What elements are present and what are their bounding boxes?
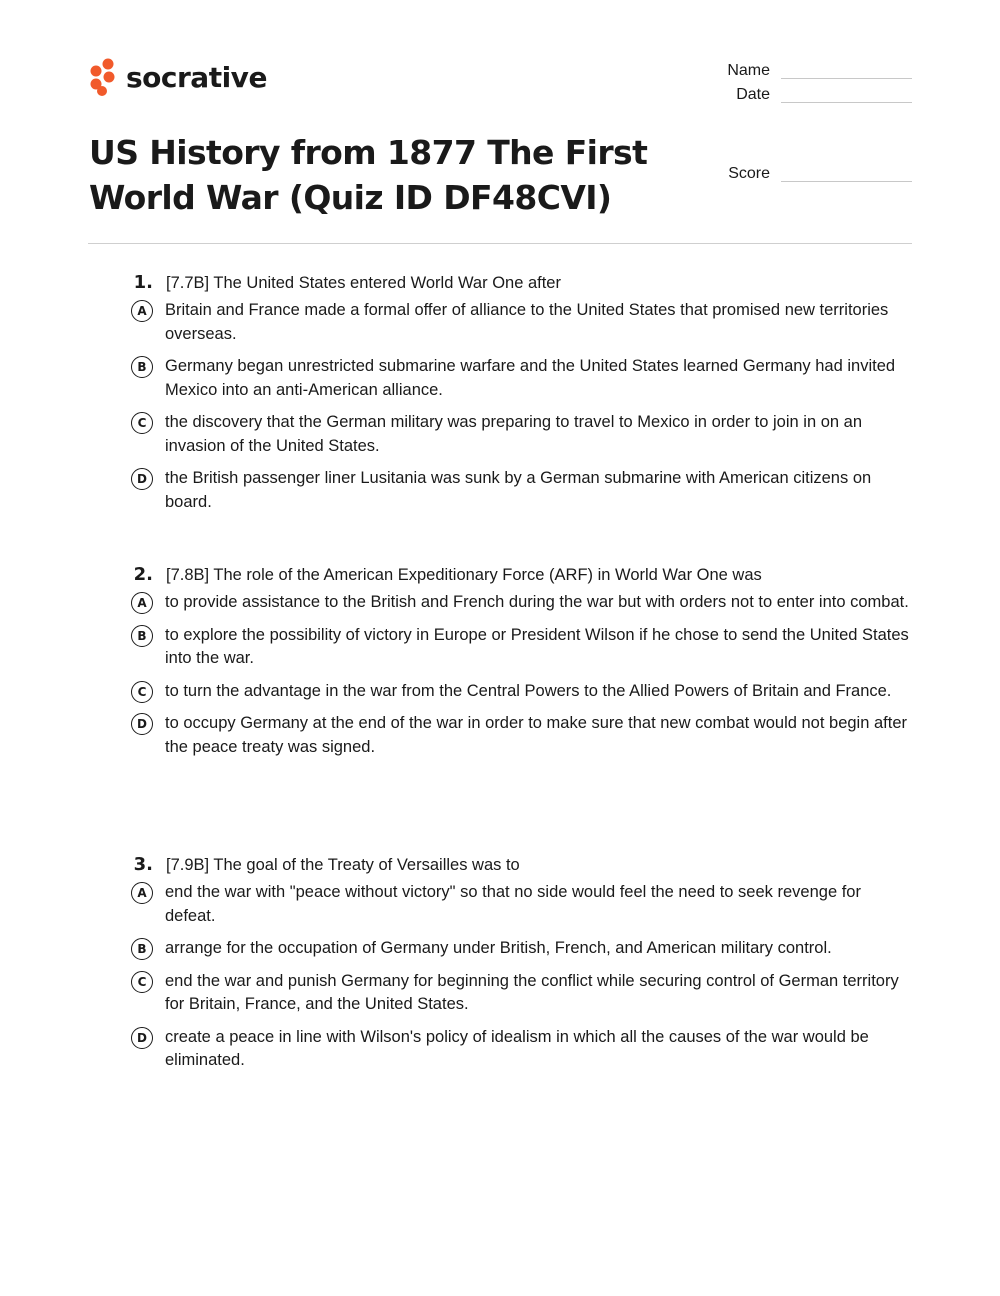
option-text: Germany began unrestricted submarine warfare and the United States learned Germany had invited Mexico into an anti-American alliance. xyxy=(165,357,896,399)
option-c-bubble[interactable]: C xyxy=(131,971,153,993)
question-number: 3. xyxy=(133,854,153,875)
quiz-title: US History from 1877 The First World War (Quiz ID DF48CVI) xyxy=(89,133,648,217)
option-a[interactable] xyxy=(100,592,912,615)
logo-wordmark: socrative xyxy=(126,60,267,94)
option-c-bubble[interactable]: C xyxy=(131,681,153,703)
option-text: to turn the advantage in the war from the Central Powers to the Allied Powers of Britain and France. xyxy=(165,681,892,700)
option-b-bubble[interactable]: B xyxy=(131,938,153,960)
option-a[interactable] xyxy=(100,882,912,928)
option-c-bubble[interactable]: C xyxy=(131,412,153,434)
question-number: 1. xyxy=(133,272,153,293)
option-a-bubble[interactable]: A xyxy=(131,882,153,904)
option-d[interactable] xyxy=(100,1027,912,1073)
option-b[interactable] xyxy=(100,625,912,671)
option-text: to provide assistance to the British and French during the war but with orders not to enter into combat. xyxy=(165,593,909,611)
question-header xyxy=(100,272,912,293)
question-header xyxy=(100,854,912,875)
question-1 xyxy=(100,272,912,524)
option-text: the discovery that the German military was preparing to travel to Mexico in order to join in on an invasion of the United States. xyxy=(165,413,862,455)
question-number: 2. xyxy=(133,564,153,585)
name-label: Name xyxy=(727,62,770,79)
question-text: [7.7B] The United States entered World War One after xyxy=(166,274,561,292)
option-b-bubble[interactable]: B xyxy=(131,356,153,378)
header-divider xyxy=(88,243,912,244)
option-d-bubble[interactable]: D xyxy=(131,468,153,490)
score-label: Score xyxy=(728,165,770,182)
question-3 xyxy=(100,854,912,1083)
question-header xyxy=(100,564,912,585)
option-text: end the war and punish Germany for beginning the conflict while securing control of German territory for Britain, France, and the United States. xyxy=(165,971,899,1013)
option-text: to occupy Germany at the end of the war in order to make sure that new combat would not begin after the peace treaty was signed. xyxy=(165,714,907,756)
option-text: arrange for the occupation of Germany under British, French, and American military control. xyxy=(165,939,832,957)
option-b-bubble[interactable]: B xyxy=(131,625,153,647)
option-text: create a peace in line with Wilson's policy of idealism in which all the causes of the war would be eliminated. xyxy=(165,1027,869,1069)
option-text: the British passenger liner Lusitania was sunk by a German submarine with American citizens on board. xyxy=(165,469,872,511)
socrative-logo-icon xyxy=(88,58,118,96)
option-b[interactable] xyxy=(100,356,912,402)
score-line[interactable] xyxy=(781,180,912,182)
option-d[interactable] xyxy=(100,468,912,514)
option-c[interactable] xyxy=(100,681,912,704)
option-text: end the war with "peace without victory" so that no side would feel the need to seek revenge for defeat. xyxy=(165,883,861,925)
score-field[interactable] xyxy=(700,165,912,183)
option-c[interactable] xyxy=(100,971,912,1017)
option-a-bubble[interactable]: A xyxy=(131,300,153,322)
name-line[interactable] xyxy=(781,77,912,79)
option-a[interactable] xyxy=(100,300,912,346)
date-line[interactable] xyxy=(781,101,912,103)
date-label: Date xyxy=(736,86,770,103)
question-text: [7.9B] The goal of the Treaty of Versailles was to xyxy=(166,856,520,874)
option-text: Britain and France made a formal offer of alliance to the United States that promised new territories overseas. xyxy=(165,301,889,343)
option-b[interactable] xyxy=(100,938,912,961)
option-d-bubble[interactable]: D xyxy=(131,1027,153,1049)
option-a-bubble[interactable]: A xyxy=(131,592,153,614)
option-d-bubble[interactable]: D xyxy=(131,713,153,735)
option-c[interactable] xyxy=(100,412,912,458)
name-field[interactable] xyxy=(700,62,912,80)
option-text: to explore the possibility of victory in Europe or President Wilson if he chose to send the United States into the war. xyxy=(165,625,909,667)
socrative-logo xyxy=(88,57,267,97)
date-field[interactable] xyxy=(700,86,912,104)
question-2 xyxy=(100,564,912,769)
question-text: [7.8B] The role of the American Expeditionary Force (ARF) in World War One was xyxy=(166,566,762,584)
option-d[interactable] xyxy=(100,713,912,759)
